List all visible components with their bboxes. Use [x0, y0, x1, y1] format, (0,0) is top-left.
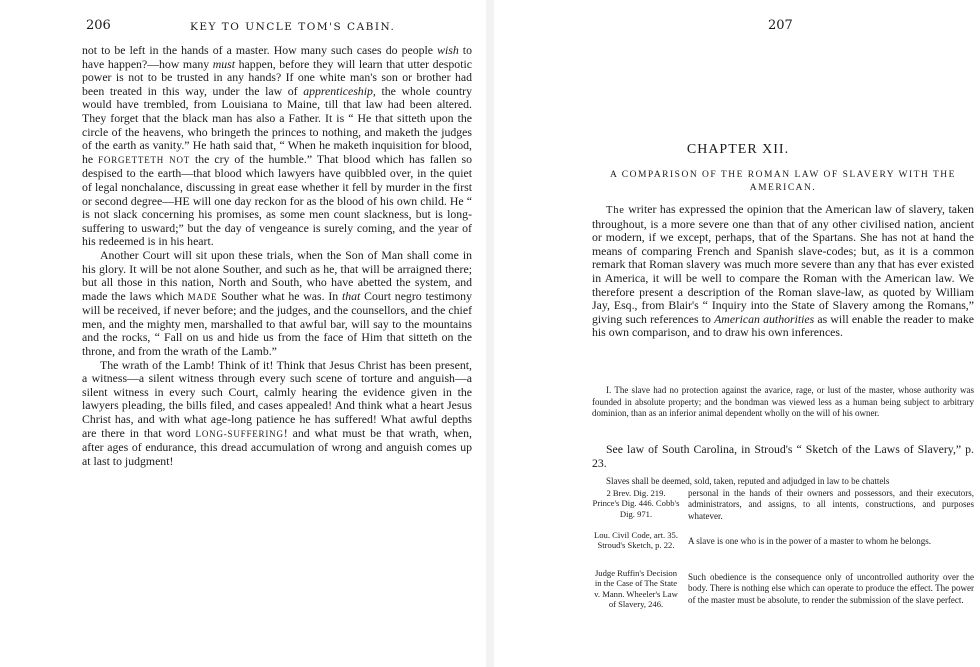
text-run: the whole country would have trembled, from Louisiana to Maine, till that law had been altered. They forget that the black man has also a Father. It is “ He that sitteth upon the circle of the heavens, who bringeth the princes to nothing, and maketh the judges of the earth as vanity.” He hath said that, “ When he maketh inquisition for blood, he: [82, 83, 472, 166]
smallcaps-the: The: [606, 205, 625, 216]
smallcaps-forgetteth-not: FORGETTETH NOT: [98, 154, 191, 165]
text-run: to have happen?—how many: [82, 43, 472, 71]
text-run: happen, before they will learn that utter despotic power is not to be trusted in any hands? If one white man's son or brother had been treated in this way, under the law of: [82, 56, 472, 98]
book-gutter: [486, 0, 494, 667]
left-paragraph-3: [82, 359, 472, 469]
chapter-subtitle: A COMPARISON OF THE ROMAN LAW OF SLAVERY WITH THE AMERICAN.: [610, 170, 956, 193]
right-page: [500, 0, 980, 667]
left-page: [0, 0, 480, 667]
smallcaps-long-suffering: LONG-SUFFERING: [195, 428, 284, 439]
law-text: personal in the hands of their owners and possessors, and their executors, administrators, and assigns, to all intents, constructions, and purposes whatever.: [688, 488, 974, 521]
roman-law-1-text: I. The slave had no protection against the avarice, rage, or lust of the master, whose authority was founded in absolute property; and the bondman was viewed less as a human being subject to arbitrary dominion, than as an inferior animal dependent wholly on the will of his owner.: [592, 385, 974, 419]
south-carolina-reference: [592, 443, 974, 470]
emphasis-wish: wish: [437, 43, 459, 57]
text-run: the cry of the humble.” That blood which has fallen so despised to the earth—that blood which lawyers have quibbled over, in the quiet of legal nonchalance, discussing in great ease whether it fell by murder in the first or second degree—HE will one day reckon for as the blood of his own child. He “ is not slack concerning his promises, as some men count slackness, but is long-suffering to usward;” but the day of vengeance is surely coming, and the year of his redeemed is in his heart.: [82, 151, 472, 249]
text-run: as will enable the reader to make his own comparison, and to draw his own inferences.: [592, 311, 974, 340]
text-run: Souther what he was. In: [217, 288, 342, 303]
text-run: not to be left in the hands of a master. How many such cases do people: [82, 43, 438, 57]
emphasis-american-authorities: American authorities: [714, 311, 815, 326]
right-page-number: 207: [768, 18, 793, 33]
text-run: writer has expressed the opinion that the American law of slavery, taken throughout, is a more severe one than that of any other civilised nation, ancient or modern, if we except, perhaps, that of the Spartans. She has not at hand the means of comparing French and Spanish slave-codes; but, as it is a common remark that Roman slavery was much more severe than any that has ever existed in America, it will be well to compare the Roman with the American law. We therefore present a description of the Roman slave-law, as quoted by William Jay, Esq., from Blair's “ Inquiry into the State of Slavery among the Romans,” giving such references to: [592, 202, 974, 326]
text-run: Court negro testimony will be received, if never before; and the judges, and the counsellors, and the chief men, and the mighty men, marshalled to that awful bar, will say to the mountains and the rocks, “ Fall on us and hide us from the face of Him that sitteth on the throne, and from the wrath of the Lamb.”: [82, 288, 472, 359]
law-text: A slave is one who is in the power of a master to whom he belongs.: [688, 536, 931, 546]
left-paragraph-1: [82, 44, 472, 249]
text-run: The wrath of the Lamb! Think of it! Think that Jesus Christ has been present, a witness—a silent witness through every such scene of torture and anguish—a silent witness in every such Court, calmly hearing the evidence given in the lawyers pleading, the bills filed, and cases appealed! And think what a heart Jesus Christ has, and with what age-long patience he has suffered! What awful depths are there in that word: [82, 357, 472, 440]
intro-paragraph: [592, 203, 974, 340]
emphasis-apprenticeship: apprenticeship,: [303, 83, 376, 98]
margin-note-ruffin: Judge Ruffin's Decision in the Case of The State v. Mann. Wheeler's Law of Slavery, 246.: [594, 568, 678, 610]
left-paragraph-2: [82, 249, 472, 359]
text-run: Another Court will sit upon these trials, when the Son of Man shall come in his glory. It will be not alone Souther, and such as he, that will be arraigned there; but all those in this nation, North and South, who have abetted the system, and made the laws which: [82, 247, 472, 303]
law-text: Such obedience is the consequence only of uncontrolled authority over the body. There is nothing else which can operate to produce the effect. The power of the master must be absolute, to render the submission of the slave perfect.: [688, 572, 974, 605]
chapter-heading: CHAPTER XII.: [686, 142, 790, 157]
text-run: ! and what must be that wrath, when, after ages of endurance, this dread accumulation of wrong and anguish comes up at last to judgment!: [82, 425, 472, 468]
emphasis-must: must: [212, 56, 236, 71]
reference-text: See law of South Carolina, in Stroud's “ Sketch of the Laws of Slavery,” p. 23.: [592, 442, 974, 470]
margin-note-louisiana: Lou. Civil Code, art. 35. Stroud's Sketch, p. 22.: [593, 530, 679, 551]
running-title: KEY TO UNCLE TOM'S CABIN.: [190, 21, 396, 33]
margin-note-digests: 2 Brev. Dig. 219. Prince's Dig. 446. Cobb's Dig. 971.: [592, 488, 680, 519]
left-page-number: 206: [86, 18, 111, 33]
emphasis-that: that: [341, 288, 361, 303]
roman-law-1: [592, 385, 974, 420]
smallcaps-made: MADE: [187, 291, 218, 302]
left-body-text: [82, 44, 472, 468]
law-text-first-line: Slaves shall be deemed, sold, taken, reputed and adjudged in law to be chattels: [606, 476, 890, 486]
